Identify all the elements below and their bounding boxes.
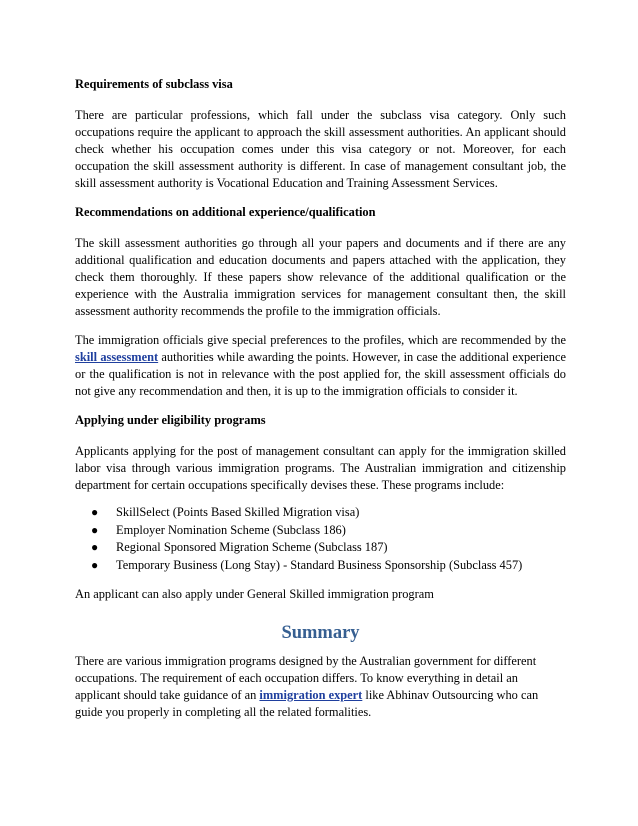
paragraph-text: The immigration officials give special preferences to the profiles, which are recommended by the [75, 333, 566, 347]
paragraph-requirements: There are particular professions, which fall under the subclass visa category. Only such occupations require the applicant to approach the skill assessment authorities. An applicant should check whether his occupation comes under this visa category or not. Moreover, for each occupation the skill assessment authority is different. In case of management consultant job, the skill assessment authority is Vocational Education and Training Assessment Services. [75, 108, 566, 190]
paragraph-eligibility: Applicants applying for the post of management consultant can apply for the immigration skilled labor visa through various immigration programs. The Australian immigration and citizenship department for certain occupations specifically devises these. These programs include: [75, 444, 566, 492]
list-item [91, 504, 566, 522]
bullet-icon: ● [91, 522, 99, 537]
skill-assessment-link[interactable]: skill assessment [75, 350, 159, 364]
heading-recommendations: Recommendations on additional experience/qualification [75, 205, 376, 219]
summary-title: Summary [281, 623, 360, 644]
bullet-icon: ● [91, 540, 99, 555]
paragraph-text: like Abhinav Outsourcing who can guide you properly in completing all the related formalities. [75, 688, 539, 720]
programs-list [75, 504, 566, 574]
paragraph-text: There are various immigration programs designed by the Australian government for different occupations. The requirement of each occupation differs. To know everything in detail an applicant should take guidance of an [75, 654, 537, 703]
paragraph-recommendations-1: The skill assessment authorities go through all your papers and documents and if there are any additional qualification and education documents and papers attached with the application, they check them thoroughly. If these papers show relevance of the additional qualification or the experience with the Australia immigration services for management consultant then, the skill assessment authority recommends the profile to the immigration officials. [75, 236, 566, 318]
list-item-text: SkillSelect (Points Based Skilled Migration visa) [116, 505, 360, 519]
paragraph-summary [75, 653, 566, 721]
list-item-text: Regional Sponsored Migration Scheme (Subclass 187) [116, 540, 388, 555]
immigration-expert-link[interactable]: immigration expert [259, 688, 363, 703]
bullet-icon: ● [91, 557, 99, 572]
paragraph-general: An applicant can also apply under General Skilled immigration program [75, 587, 434, 602]
list-item [91, 557, 566, 575]
list-item [91, 522, 566, 540]
list-item-text: Employer Nomination Scheme (Subclass 186) [116, 522, 346, 537]
bullet-icon: ● [91, 505, 99, 519]
list-item-text: Temporary Business (Long Stay) - Standard Business Sponsorship (Subclass 457) [116, 557, 523, 572]
list-item [91, 539, 566, 557]
paragraph-recommendations-2 [75, 332, 566, 400]
heading-requirements: Requirements of subclass visa [75, 77, 233, 91]
heading-eligibility: Applying under eligibility programs [75, 413, 266, 427]
paragraph-text: authorities while awarding the points. However, in case the additional experience or the qualification is not in relevance with the post applied for, the skill assessment officials do not give any recommendation and then, it is up to the immigration officials to consider it. [75, 350, 566, 398]
